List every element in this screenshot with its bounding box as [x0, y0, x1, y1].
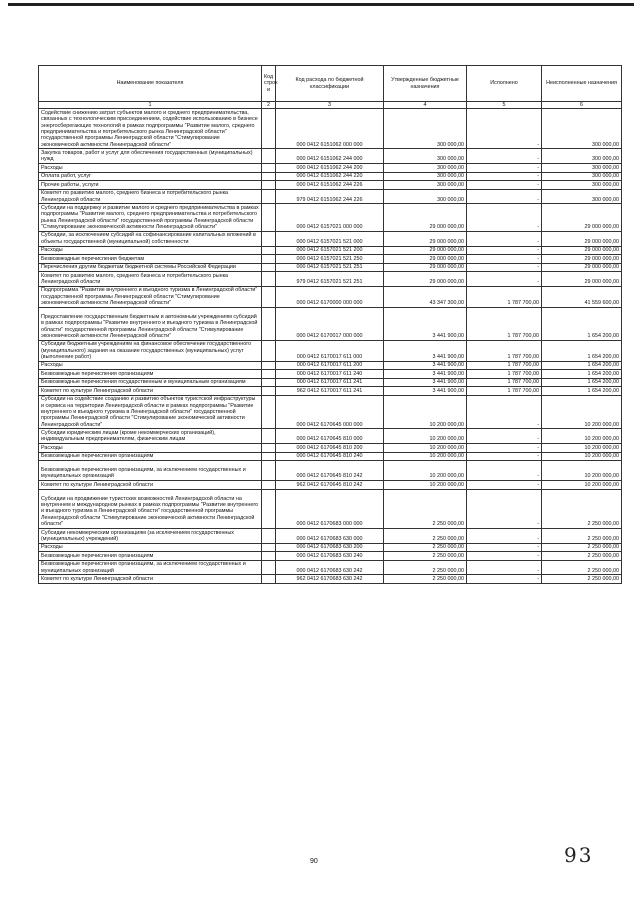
row-name: Расходы — [39, 543, 262, 551]
row-expense-code: 000 0412 6157021 521 251 — [276, 263, 384, 271]
row-approved: 3 441 900,00 — [384, 361, 467, 369]
row-approved: 2 250 000,00 — [384, 560, 467, 575]
row-executed: 1 787 700,00 — [467, 387, 542, 395]
row-approved: 3 441 900,00 — [384, 340, 467, 361]
row-line-code — [262, 255, 276, 263]
table-row — [39, 255, 622, 263]
row-line-code — [262, 489, 276, 528]
row-executed: - — [467, 444, 542, 452]
row-unexecuted: 29 000 000,00 — [542, 263, 622, 271]
row-executed: 1 787 700,00 — [467, 378, 542, 386]
row-executed: - — [467, 272, 542, 287]
row-executed: - — [467, 189, 542, 204]
row-executed: - — [467, 461, 542, 481]
row-name: Безвозмездные перечисления государственным и муниципальным организациям — [39, 378, 262, 386]
row-unexecuted: 300 000,00 — [542, 164, 622, 172]
row-line-code — [262, 286, 276, 307]
row-executed: 1 787 700,00 — [467, 307, 542, 340]
row-line-code — [262, 528, 276, 543]
row-name: Безвозмездные перечисления организациям, за исключением государственных и муниципальных организаций — [39, 560, 262, 575]
row-expense-code: 000 0412 6170017 611 240 — [276, 370, 384, 378]
row-name: Субсидии бюджетным учреждениям на финансовое обеспечение государственного (муниципального) задания на оказание государственных (муниципальных) услуг (выполнение работ) — [39, 340, 262, 361]
row-executed: - — [467, 149, 542, 164]
column-number: 2 — [262, 102, 276, 109]
row-unexecuted: 2 250 000,00 — [542, 528, 622, 543]
row-unexecuted: 10 200 000,00 — [542, 481, 622, 489]
table-row — [39, 246, 622, 254]
row-name: Расходы — [39, 444, 262, 452]
row-unexecuted: 2 250 000,00 — [542, 552, 622, 560]
row-executed: - — [467, 231, 542, 246]
row-executed: - — [467, 452, 542, 460]
row-name: Содействие снижению затрат субъектов малого и среднего предпринимательства, связанных с технологическим присоединением, содействие использованию в бизнесе энергосберегающих технологий в рамках подпрограммы "Развитие малого, среднего предпринимательства и потребительского рынка Ленинградской области" государственной программы Ленинградской области "Стимулирование экономической активности Ленинградской области" — [39, 109, 262, 149]
row-executed: 1 787 700,00 — [467, 340, 542, 361]
row-unexecuted: 2 250 000,00 — [542, 543, 622, 551]
row-expense-code: 000 0412 6151062 244 226 — [276, 181, 384, 189]
row-executed: - — [467, 109, 542, 149]
row-line-code — [262, 231, 276, 246]
row-approved: 3 441 900,00 — [384, 370, 467, 378]
table-row — [39, 552, 622, 560]
row-expense-code: 000 0412 6170017 000 000 — [276, 307, 384, 340]
row-executed: - — [467, 575, 542, 583]
table-row — [39, 528, 622, 543]
column-number: 1 — [39, 102, 262, 109]
row-line-code — [262, 109, 276, 149]
table-row — [39, 109, 622, 149]
row-executed: - — [467, 489, 542, 528]
row-unexecuted: 1 654 200,00 — [542, 307, 622, 340]
table-row — [39, 286, 622, 307]
table-row — [39, 340, 622, 361]
row-executed: - — [467, 181, 542, 189]
handwritten-page-number: 93 — [564, 843, 594, 867]
row-name: Расходы — [39, 361, 262, 369]
row-name: Расходы — [39, 246, 262, 254]
table-body — [39, 109, 622, 583]
row-approved: 10 200 000,00 — [384, 429, 467, 444]
table-row — [39, 164, 622, 172]
row-name: Оплата работ, услуг — [39, 172, 262, 180]
row-name: Безвозмездные перечисления организациям — [39, 552, 262, 560]
row-expense-code: 000 0412 6170000 000 000 — [276, 286, 384, 307]
row-expense-code: 000 0412 6170645 810 000 — [276, 429, 384, 444]
row-name: Предоставление государственным бюджетным и автономным учреждениям субсидий в рамках подпрограммы "Развитие внутреннего и въездного туризма в Ленинградской области" государственной программы Ленинградской области "Стимулирование экономической активности Ленинградской области" — [39, 307, 262, 340]
row-expense-code: 000 0412 6170017 611 241 — [276, 378, 384, 386]
table-row — [39, 429, 622, 444]
row-unexecuted: 29 000 000,00 — [542, 255, 622, 263]
row-approved: 29 000 000,00 — [384, 255, 467, 263]
row-approved: 300 000,00 — [384, 181, 467, 189]
row-line-code — [262, 395, 276, 429]
row-expense-code: 962 0412 6170683 630 242 — [276, 575, 384, 583]
row-unexecuted: 300 000,00 — [542, 172, 622, 180]
row-line-code — [262, 481, 276, 489]
row-name: Расходы — [39, 164, 262, 172]
row-expense-code: 000 0412 6170683 000 000 — [276, 489, 384, 528]
row-approved: 29 000 000,00 — [384, 272, 467, 287]
row-unexecuted: 29 000 000,00 — [542, 246, 622, 254]
row-unexecuted: 2 250 000,00 — [542, 575, 622, 583]
row-unexecuted: 1 654 200,00 — [542, 378, 622, 386]
budget-execution-table — [38, 65, 622, 584]
row-executed: - — [467, 263, 542, 271]
row-name: Подпрограмма "Развитие внутреннего и въездного туризма в Ленинградской области" государственной программы Ленинградской области "Стимулирование экономической активности Ленинградской области" — [39, 286, 262, 307]
header-approved: Утвержденные бюджетные назначения — [384, 66, 467, 102]
row-approved: 10 200 000,00 — [384, 461, 467, 481]
row-expense-code: 000 0412 6151062 244 200 — [276, 164, 384, 172]
row-expense-code: 000 0412 6170017 611 000 — [276, 340, 384, 361]
column-number: 3 — [276, 102, 384, 109]
row-unexecuted: 10 200 000,00 — [542, 429, 622, 444]
row-expense-code: 000 0412 6170017 611 200 — [276, 361, 384, 369]
row-unexecuted: 1 654 200,00 — [542, 340, 622, 361]
row-executed: 1 787 700,00 — [467, 370, 542, 378]
row-executed: - — [467, 164, 542, 172]
table-row — [39, 307, 622, 340]
row-expense-code: 962 0412 6170017 611 241 — [276, 387, 384, 395]
row-line-code — [262, 560, 276, 575]
row-name: Субсидии на поддержку и развитие малого и среднего предпринимательства в рамках подпрограммы "Развитие малого, среднего предпринимательства и потребительского рынка Ленинградской области" государственной программы Ленинградской области "Стимулирование экономической активности Ленинградской области" — [39, 204, 262, 231]
row-line-code — [262, 172, 276, 180]
row-approved: 2 250 000,00 — [384, 575, 467, 583]
row-executed: - — [467, 395, 542, 429]
row-unexecuted: 10 200 000,00 — [542, 444, 622, 452]
row-name: Прочие работы, услуги — [39, 181, 262, 189]
top-border-rule — [8, 3, 634, 6]
row-executed: - — [467, 552, 542, 560]
row-unexecuted: 1 654 200,00 — [542, 361, 622, 369]
row-line-code — [262, 272, 276, 287]
row-approved: 3 441 900,00 — [384, 378, 467, 386]
row-name: Безвозмездные перечисления организациям — [39, 370, 262, 378]
row-unexecuted: 300 000,00 — [542, 149, 622, 164]
row-expense-code: 979 0412 6151062 244 226 — [276, 189, 384, 204]
row-executed: 1 787 700,00 — [467, 286, 542, 307]
row-approved: 29 000 000,00 — [384, 231, 467, 246]
row-unexecuted: 29 000 000,00 — [542, 272, 622, 287]
table-row — [39, 263, 622, 271]
row-expense-code: 000 0412 6170683 630 240 — [276, 552, 384, 560]
row-unexecuted: 300 000,00 — [542, 109, 622, 149]
page-number: 90 — [310, 858, 318, 865]
row-approved: 43 347 300,00 — [384, 286, 467, 307]
row-name: Безвозмездные перечисления организациям — [39, 452, 262, 460]
row-approved: 29 000 000,00 — [384, 246, 467, 254]
row-unexecuted: 2 250 000,00 — [542, 489, 622, 528]
row-line-code — [262, 429, 276, 444]
row-name: Субсидии на продвижение туристских возможностей Ленинградской области на внутреннем и международном рынках в рамках подпрограммы "Развитие внутреннего и въездного туризма в Ленинградской области" государственной программы Ленинградской области "Стимулирование экономической активности Ленинградской области" — [39, 489, 262, 528]
row-line-code — [262, 340, 276, 361]
row-name: Субсидии юридическим лицам (кроме некоммерческих организаций), индивидуальным предпринимателям, физическим лицам — [39, 429, 262, 444]
row-executed: - — [467, 172, 542, 180]
row-name: Комитет по культуре Ленинградской области — [39, 575, 262, 583]
row-unexecuted: 300 000,00 — [542, 189, 622, 204]
row-executed: - — [467, 204, 542, 231]
row-expense-code: 000 0412 6151062 000 000 — [276, 109, 384, 149]
row-executed: - — [467, 528, 542, 543]
row-unexecuted: 1 654 200,00 — [542, 387, 622, 395]
header-line-code: Код строк и — [262, 66, 276, 102]
table-row — [39, 489, 622, 528]
row-expense-code: 000 0412 6151062 244 220 — [276, 172, 384, 180]
row-approved: 2 250 000,00 — [384, 489, 467, 528]
row-executed: - — [467, 481, 542, 489]
table-row — [39, 204, 622, 231]
row-expense-code: 000 0412 6157021 521 250 — [276, 255, 384, 263]
row-unexecuted: 2 250 000,00 — [542, 560, 622, 575]
row-expense-code: 000 0412 6170645 000 000 — [276, 395, 384, 429]
row-executed: - — [467, 429, 542, 444]
row-expense-code: 000 0412 6151062 244 000 — [276, 149, 384, 164]
row-unexecuted: 1 654 200,00 — [542, 370, 622, 378]
row-approved: 300 000,00 — [384, 172, 467, 180]
table-row — [39, 378, 622, 386]
row-approved: 300 000,00 — [384, 164, 467, 172]
row-unexecuted: 10 200 000,00 — [542, 452, 622, 460]
row-approved: 2 250 000,00 — [384, 552, 467, 560]
column-number-row — [39, 102, 622, 109]
row-executed: - — [467, 543, 542, 551]
row-approved: 29 000 000,00 — [384, 204, 467, 231]
table-row — [39, 461, 622, 481]
row-expense-code: 962 0412 6170645 810 242 — [276, 481, 384, 489]
row-approved: 3 441 900,00 — [384, 387, 467, 395]
row-line-code — [262, 387, 276, 395]
row-approved: 2 250 000,00 — [384, 543, 467, 551]
row-approved: 300 000,00 — [384, 149, 467, 164]
row-name: Закупка товаров, работ и услуг для обеспечения государственных (муниципальных) нужд — [39, 149, 262, 164]
table-row — [39, 172, 622, 180]
row-name: Комитет по развитию малого, среднего бизнеса и потребительского рынка Ленинградской области — [39, 189, 262, 204]
row-approved: 29 000 000,00 — [384, 263, 467, 271]
row-expense-code: 000 0412 6170645 810 200 — [276, 444, 384, 452]
row-name: Комитет по культуре Ленинградской области — [39, 481, 262, 489]
table-row — [39, 560, 622, 575]
table-row — [39, 481, 622, 489]
row-unexecuted: 300 000,00 — [542, 181, 622, 189]
column-number: 4 — [384, 102, 467, 109]
table-row — [39, 395, 622, 429]
header-unexecuted: Неисполненные назначения — [542, 66, 622, 102]
header-name: Наименование показателя — [39, 66, 262, 102]
row-approved: 3 441 900,00 — [384, 307, 467, 340]
row-line-code — [262, 543, 276, 551]
row-line-code — [262, 263, 276, 271]
row-unexecuted: 29 000 000,00 — [542, 204, 622, 231]
row-expense-code: 000 0412 6170683 630 000 — [276, 528, 384, 543]
row-name: Перечисления другим бюджетам бюджетной системы Российской Федерации — [39, 263, 262, 271]
row-expense-code: 000 0412 6170683 630 242 — [276, 560, 384, 575]
row-approved: 10 200 000,00 — [384, 481, 467, 489]
row-expense-code: 000 0412 6170645 810 240 — [276, 452, 384, 460]
row-expense-code: 000 0412 6157021 000 000 — [276, 204, 384, 231]
table-row — [39, 181, 622, 189]
row-executed: - — [467, 560, 542, 575]
row-line-code — [262, 370, 276, 378]
row-name: Безвозмездные перечисления организациям, за исключением государственных и муниципальных организаций — [39, 461, 262, 481]
row-line-code — [262, 307, 276, 340]
table-row — [39, 452, 622, 460]
row-name: Комитет по культуре Ленинградской области — [39, 387, 262, 395]
row-expense-code: 000 0412 6157021 521 200 — [276, 246, 384, 254]
row-executed: - — [467, 246, 542, 254]
table-row — [39, 189, 622, 204]
row-name: Комитет по развитию малого, среднего бизнеса и потребительского рынка Ленинградской области — [39, 272, 262, 287]
row-line-code — [262, 461, 276, 481]
row-approved: 300 000,00 — [384, 189, 467, 204]
row-approved: 10 200 000,00 — [384, 395, 467, 429]
row-executed: 1 787 700,00 — [467, 361, 542, 369]
row-line-code — [262, 452, 276, 460]
row-expense-code: 000 0412 6170645 810 242 — [276, 461, 384, 481]
row-executed: - — [467, 255, 542, 263]
row-expense-code: 979 0412 6157021 521 251 — [276, 272, 384, 287]
row-line-code — [262, 189, 276, 204]
row-approved: 2 250 000,00 — [384, 528, 467, 543]
row-line-code — [262, 444, 276, 452]
row-unexecuted: 10 200 000,00 — [542, 395, 622, 429]
header-row — [39, 66, 622, 102]
row-name: Субсидии, за исключением субсидий на софинансирование капитальных вложений в объекты государственной (муниципальной) собственности — [39, 231, 262, 246]
row-unexecuted: 29 000 000,00 — [542, 231, 622, 246]
row-line-code — [262, 378, 276, 386]
row-name: Субсидии на содействие созданию и развитию объектов туристской инфраструктуры и сервиса на территории Ленинградской области в рамках подпрограммы "Развитие внутреннего и въездного туризма в Ленинградской области" государственной программы Ленинградской области "Стимулирование экономической активности Ленинградской области" — [39, 395, 262, 429]
row-line-code — [262, 149, 276, 164]
row-unexecuted: 41 559 600,00 — [542, 286, 622, 307]
table-row — [39, 387, 622, 395]
table-row — [39, 370, 622, 378]
row-approved: 10 200 000,00 — [384, 444, 467, 452]
table-row — [39, 543, 622, 551]
row-line-code — [262, 575, 276, 583]
row-expense-code: 000 0412 6170683 630 200 — [276, 543, 384, 551]
table-row — [39, 575, 622, 583]
header-executed: Исполнено — [467, 66, 542, 102]
row-expense-code: 000 0412 6157021 521 000 — [276, 231, 384, 246]
table-row — [39, 444, 622, 452]
table-row — [39, 149, 622, 164]
row-name: Безвозмездные перечисления бюджетам — [39, 255, 262, 263]
row-line-code — [262, 361, 276, 369]
row-line-code — [262, 181, 276, 189]
header-expense-code: Код расхода по бюджетной классификации — [276, 66, 384, 102]
row-approved: 300 000,00 — [384, 109, 467, 149]
row-line-code — [262, 204, 276, 231]
row-line-code — [262, 552, 276, 560]
column-number: 6 — [542, 102, 622, 109]
table-row — [39, 272, 622, 287]
row-unexecuted: 10 200 000,00 — [542, 461, 622, 481]
table-row — [39, 231, 622, 246]
table-row — [39, 361, 622, 369]
row-approved: 10 200 000,00 — [384, 452, 467, 460]
row-line-code — [262, 164, 276, 172]
row-name: Субсидии некоммерческим организациям (за исключением государственных (муниципальных) учреждений) — [39, 528, 262, 543]
row-line-code — [262, 246, 276, 254]
column-number: 5 — [467, 102, 542, 109]
